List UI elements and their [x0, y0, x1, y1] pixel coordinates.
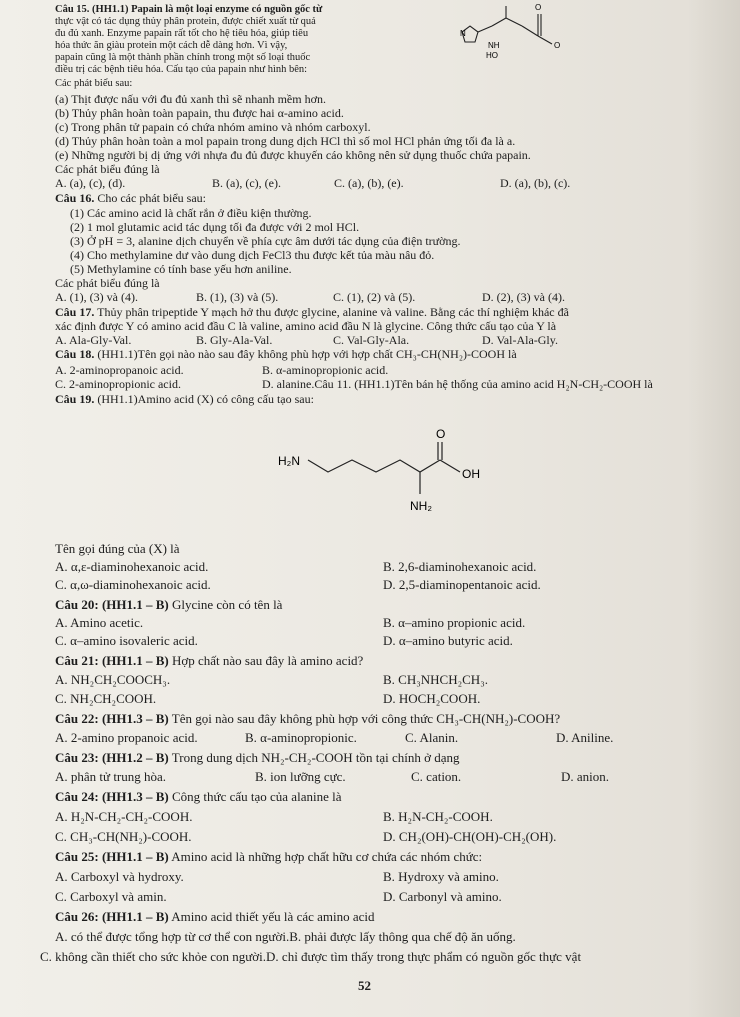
q16-statement-5: (5) Methylamine có tính base yếu hơn aniline.: [70, 262, 292, 276]
q25-title: Câu 25: (HH1.1 – B): [55, 849, 169, 864]
q16-statement-1: (1) Các amino acid là chất rắn ở điều kiện thường.: [70, 206, 312, 220]
q15-statement-c: (c) Trong phân tử papain có chứa nhóm amino và nhóm carboxyl.: [55, 120, 371, 134]
q15-ask: Các phát biểu đúng là: [55, 162, 160, 176]
q16-statement-4: (4) Cho methylamine dư vào dung dịch FeCl3 thu được kết tủa màu nâu đỏ.: [70, 248, 435, 262]
q26-stem: Amino acid thiết yếu là các amino acid: [171, 909, 375, 924]
q17-option-a[interactable]: A. Ala-Gly-Val.: [55, 333, 132, 347]
q24-title: Câu 24: (HH1.3 – B): [55, 789, 169, 804]
q22-option-d[interactable]: D. Aniline.: [556, 730, 614, 745]
q24-stem: Công thức cấu tạo của alanine là: [172, 789, 342, 804]
q21-stem: Hợp chất nào sau đây là amino acid?: [172, 653, 364, 668]
q18-option-b[interactable]: B. α-aminopropionic acid.: [262, 363, 389, 377]
q16-option-a[interactable]: A. (1), (3) và (4).: [55, 290, 138, 304]
q26-title: Câu 26: (HH1.1 – B): [55, 909, 169, 924]
q15-intro: Các phát biểu sau:: [55, 78, 133, 89]
q15-line-4: hóa thức ăn giàu protein một cách dễ dàng hơn. Vì vậy,: [55, 40, 288, 51]
q23-stem: Trong dung dịch NH₂-CH₂-COOH tồn tại chính ở dạng: [171, 750, 460, 765]
q15-line-2: thực vật có tác dụng thủy phân protein, được chiết xuất từ quả: [55, 16, 316, 27]
structure-carbonyl-o-label: O: [436, 427, 446, 441]
q25-stem: Amino acid là những hợp chất hữu cơ chứa các nhóm chức:: [171, 849, 483, 864]
q15-option-b[interactable]: B. (a), (c), (e).: [212, 176, 281, 190]
q23-option-a[interactable]: A. phân tử trung hòa.: [55, 769, 167, 784]
diaminohexanoic-structure-diagram: [270, 420, 530, 530]
q15-statement-d: (d) Thủy phân hoàn toàn a mol papain trong dung dịch HCl thì số mol HCl phản ứng tối đa là a.: [55, 134, 516, 148]
q25-option-c[interactable]: C. Carboxyl và amin.: [55, 889, 167, 904]
q22-title: Câu 22: (HH1.3 – B): [55, 711, 169, 726]
q17-line-2: xác định được Y có amino acid đầu C là valine, amino acid đầu N là glycine. Công thức cấu tạo của Y là: [55, 319, 557, 333]
svg-text:O: O: [554, 41, 561, 50]
q21-option-c[interactable]: C. NH₂CH₂COOH.: [55, 691, 157, 706]
page-number: 52: [358, 978, 371, 993]
q16-option-c[interactable]: C. (1), (2) và (5).: [333, 290, 416, 304]
q16-title: Câu 16.: [55, 191, 95, 205]
q23-option-d[interactable]: D. anion.: [561, 769, 610, 784]
q25-option-d[interactable]: D. Carbonyl và amino.: [383, 889, 502, 904]
q22-stem: Tên gọi nào sau đây không phù hợp với công thức CH₃-CH(NH₂)-COOH?: [171, 711, 561, 726]
q22-option-a[interactable]: A. 2-amino propanoic acid.: [55, 730, 198, 745]
q19-option-b[interactable]: B. 2,6-diaminohexanoic acid.: [383, 559, 537, 574]
q23-title: Câu 23: (HH1.2 – B): [55, 750, 169, 765]
q18-overlap-text: Câu 11. (HH1.1)Tên bán hệ thống của amino acid H₂N-CH₂-COOH là: [314, 377, 653, 391]
q24-option-a[interactable]: A. H₂N-CH₂-CH₂-COOH.: [55, 809, 193, 824]
page-edge-shadow: [688, 0, 740, 1017]
q17-option-c[interactable]: C. Val-Gly-Ala.: [333, 333, 410, 347]
q15-statement-b: (b) Thủy phân hoàn toàn papain, thu được hai α-amino acid.: [55, 106, 344, 120]
q17-option-d[interactable]: D. Val-Ala-Gly.: [482, 333, 558, 347]
q25-option-a[interactable]: A. Carboxyl và hydroxy.: [55, 869, 184, 884]
q20-option-c[interactable]: C. α–amino isovaleric acid.: [55, 633, 198, 648]
q15-line-5: papain cũng là một thành phần chính trong một số loại thuốc: [55, 52, 311, 63]
q22-option-c[interactable]: C. Alanin.: [405, 730, 459, 745]
q19-ask: Tên gọi đúng của (X) là: [55, 541, 180, 556]
q17-line-1: Thủy phân tripeptide Y mạch hở thu được glycine, alanine và valine. Bằng các thí nghiệm khác đã: [97, 305, 569, 319]
q17-option-b[interactable]: B. Gly-Ala-Val.: [196, 333, 273, 347]
q20-stem: Glycine còn có tên là: [172, 597, 283, 612]
q19-option-a[interactable]: A. α,ε-diaminohexanoic acid.: [55, 559, 209, 574]
q18-stem: (HH1.1)Tên gọi nào nào sau đây không phù hợp với hợp chất CH₃-CH(NH₂)-COOH là: [97, 347, 517, 361]
structure-ho-label: HO: [486, 51, 498, 60]
q15-option-c[interactable]: C. (a), (b), (e).: [334, 176, 404, 190]
q15-statement-a: (a) Thịt được nấu với đu đủ xanh thì sẽ nhanh mềm hơn.: [55, 92, 326, 106]
q16-ask: Các phát biểu đúng là: [55, 276, 160, 290]
q15-statement-e: (e) Những người bị dị ứng với nhựa đu đủ được khuyến cáo không nên sử dụng thuốc chứa papain.: [55, 148, 531, 162]
q20-option-a[interactable]: A. Amino acetic.: [55, 615, 144, 630]
q18-title: Câu 18.: [55, 347, 95, 361]
q24-option-c[interactable]: C. CH₃-CH(NH₂)-COOH.: [55, 829, 192, 844]
q18-option-a[interactable]: A. 2-aminopropanoic acid.: [55, 363, 184, 377]
q15-line-6: điều trị các bệnh tiêu hóa. Cấu tạo của papain như hình bên:: [55, 64, 308, 75]
svg-text:N: N: [460, 29, 466, 38]
q16-option-d[interactable]: D. (2), (3) và (4).: [482, 290, 565, 304]
q16-option-b[interactable]: B. (1), (3) và (5).: [196, 290, 279, 304]
q24-option-d[interactable]: D. CH₂(OH)-CH(OH)-CH₂(OH).: [383, 829, 557, 844]
structure-oh-label: OH: [462, 467, 480, 481]
q19-title: Câu 19.: [55, 392, 95, 406]
q24-option-b[interactable]: B. H₂N-CH₂-COOH.: [383, 809, 493, 824]
q21-option-b[interactable]: B. CH₃NHCH₂CH₃.: [383, 672, 488, 687]
q21-title: Câu 21: (HH1.1 – B): [55, 653, 169, 668]
q15-option-a[interactable]: A. (a), (c), (d).: [55, 176, 126, 190]
q21-option-a[interactable]: A. NH₂CH₂COOCH₃.: [55, 672, 171, 687]
structure-nh2-label: NH₂: [410, 499, 432, 513]
q18-option-d[interactable]: D. alanine.: [262, 377, 315, 391]
q20-option-d[interactable]: D. α–amino butyric acid.: [383, 633, 513, 648]
structure-o-label: O: [535, 3, 542, 12]
q23-option-b[interactable]: B. ion lưỡng cực.: [255, 769, 346, 784]
q20-option-b[interactable]: B. α–amino propionic acid.: [383, 615, 526, 630]
q25-option-b[interactable]: B. Hydroxy và amino.: [383, 869, 499, 884]
q17-title: Câu 17.: [55, 305, 95, 319]
q15-option-d[interactable]: D. (a), (b), (c).: [500, 176, 571, 190]
q26-options-line-2[interactable]: C. không cần thiết cho sức khỏe con người.D. chỉ được tìm thấy trong thực phẩm có nguồn gốc thực vật: [40, 949, 582, 964]
q19-stem: (HH1.1)Amino acid (X) có công cấu tạo sau:: [97, 392, 314, 406]
q22-option-b[interactable]: B. α-aminopropionic.: [245, 730, 357, 745]
q15-line-3: đu đủ xanh. Enzyme papain rất tốt cho hệ tiêu hóa, giúp tiêu: [55, 28, 309, 39]
q21-option-d[interactable]: D. HOCH₂COOH.: [383, 691, 481, 706]
q18-option-c[interactable]: C. 2-aminopropionic acid.: [55, 377, 181, 391]
papain-structure-diagram: [440, 0, 610, 80]
q15-line-1: Câu 15. (HH1.1) Papain là một loại enzyme có nguồn gốc từ: [55, 4, 323, 15]
q26-options-line-1[interactable]: A. có thể được tổng hợp từ cơ thể con người.B. phải được lấy thông qua chế độ ăn uống.: [55, 929, 516, 944]
q19-option-c[interactable]: C. α,ω-diaminohexanoic acid.: [55, 577, 211, 592]
structure-h2n-label: H₂N: [278, 454, 300, 468]
q16-statement-3: (3) Ở pH = 3, alanine dịch chuyển về phía cực âm dưới tác dụng của điện trường.: [70, 234, 461, 248]
q23-option-c[interactable]: C. cation.: [411, 769, 462, 784]
q20-title: Câu 20: (HH1.1 – B): [55, 597, 169, 612]
q16-stem: Cho các phát biểu sau:: [97, 191, 206, 205]
structure-nh-label: NH: [488, 41, 500, 50]
q19-option-d[interactable]: D. 2,5-diaminopentanoic acid.: [383, 577, 541, 592]
q16-statement-2: (2) 1 mol glutamic acid tác dụng tối đa được với 2 mol HCl.: [70, 220, 360, 234]
